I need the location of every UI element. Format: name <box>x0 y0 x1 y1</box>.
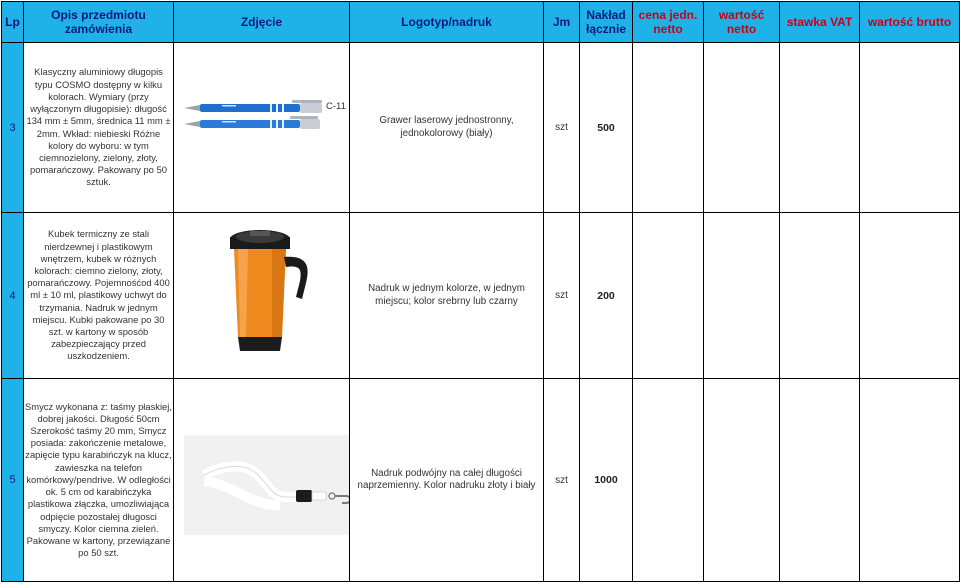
quantity: 500 <box>580 43 633 213</box>
unit: szt <box>544 213 580 379</box>
header-gross-value: wartość brutto <box>860 2 960 43</box>
gross-value-cell[interactable] <box>860 379 960 582</box>
gross-value-cell[interactable] <box>860 213 960 379</box>
header-quantity: Nakład łącznie <box>580 2 633 43</box>
product-code: C-11 <box>326 101 346 112</box>
unit-price-cell[interactable] <box>633 379 704 582</box>
row-number: 5 <box>2 379 24 582</box>
header-net-value: wartość netto <box>704 2 780 43</box>
vat-rate-cell[interactable] <box>780 379 860 582</box>
unit-price-cell[interactable] <box>633 43 704 213</box>
vat-rate-cell[interactable] <box>780 43 860 213</box>
item-photo <box>174 379 350 582</box>
table-row <box>2 43 960 213</box>
logo-description: Nadruk w jednym kolorze, w jednym miejscu; kolor srebrny lub czarny <box>350 213 544 379</box>
quantity: 1000 <box>580 379 633 582</box>
header-unit: Jm <box>544 2 580 43</box>
net-value-cell[interactable] <box>704 43 780 213</box>
item-description: Smycz wykonana z: taśmy płaskiej, dobrej jakości. Długość 50cm Szerokość taśmy 20 mm, Smycz posiada: zakończenie metalowe, zapięcie typu karabińczyk na klucz, zawieszka na telefon komórkowy/pendrive. W odległości ok. 5 cm od karabińczyka plastikowa złączka, umozliwiająca odpięcie pozostałej długosci smyczy. Kolor ciemna zieleń. Pakowane w kartony, przewiązane po 50 szt. <box>24 379 174 582</box>
header-vat-rate: stawka VAT <box>780 2 860 43</box>
item-description: Klasyczny aluminiowy długopis typu COSMO dostępny w kilku kolorach. Wymiary (przy wyłączonym długopisie): długość 134 mm ± 5mm, średnica 11 mm ± 2mm. Wkład: niebieski Różne kolory do wyboru: w tym ciemnozielony, zielony, złoty, pomarańczowy. Pakowany po 50 sztuk. <box>24 43 174 213</box>
logo-description: Grawer laserowy jednostronny, jednokolorowy (biały) <box>350 43 544 213</box>
table-row <box>2 213 960 379</box>
pen-photo <box>182 95 332 135</box>
header-logo: Logotyp/nadruk <box>350 2 544 43</box>
item-description: Kubek termiczny ze stali nierdzewnej i plastikowym wnętrzem, kubek w różnych kolorach: ciemno zielony, złoty, pomarańczowy. Pojemnośćod 400 ml ± 10 ml, plastikowy uchwyt do trzymania. Nadruk w jednym miejscu. Kubki pakowane po 30 szt. w kartony w sposób zabezpieczający przed uszkodzeniem. <box>24 213 174 379</box>
net-value-cell[interactable] <box>704 213 780 379</box>
unit-price-cell[interactable] <box>633 213 704 379</box>
header-unit-price: cena jedn. netto <box>633 2 704 43</box>
header-lp: Lp <box>2 2 24 43</box>
vat-rate-cell[interactable] <box>780 213 860 379</box>
unit: szt <box>544 43 580 213</box>
header-description: Opis przedmiotu zamówienia <box>24 2 174 43</box>
logo-description: Nadruk podwójny na całej długości naprzemienny. Kolor nadruku złoty i biały <box>350 379 544 582</box>
mug-photo <box>224 227 314 357</box>
quantity: 200 <box>580 213 633 379</box>
unit: szt <box>544 379 580 582</box>
table-row <box>2 379 960 582</box>
row-number: 4 <box>2 213 24 379</box>
gross-value-cell[interactable] <box>860 43 960 213</box>
row-number: 3 <box>2 43 24 213</box>
net-value-cell[interactable] <box>704 379 780 582</box>
lanyard-photo <box>184 435 350 535</box>
item-photo <box>174 213 350 379</box>
header-photo: Zdjęcie <box>174 2 350 43</box>
item-photo <box>174 43 350 213</box>
header-row <box>2 2 960 43</box>
order-table <box>1 1 960 582</box>
